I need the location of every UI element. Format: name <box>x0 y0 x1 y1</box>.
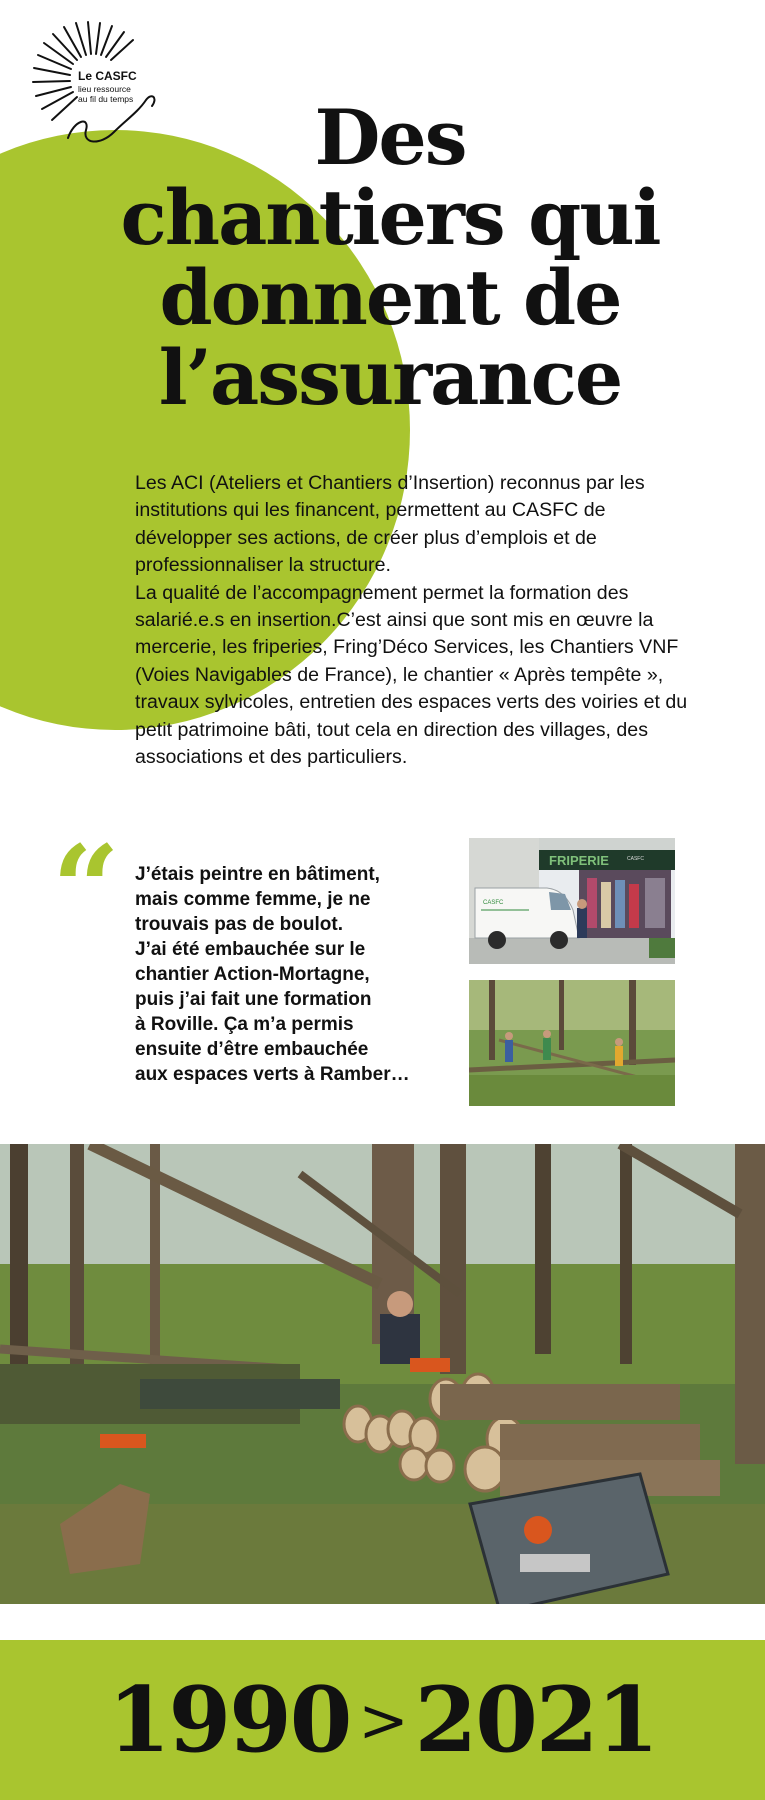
logo-subtitle-line1: lieu ressource <box>78 84 131 94</box>
logo-subtitle-line2: au fil du temps <box>78 94 134 104</box>
quote-line: J’étais peintre en bâtiment, <box>135 864 380 885</box>
title-line: Des <box>314 93 466 182</box>
quote-mark-icon: “ <box>52 819 120 958</box>
page-title <box>60 93 720 422</box>
quote-line: chantier Action-Mortagne, <box>135 964 370 985</box>
quote-line: puis j’ai fait une formation <box>135 989 372 1010</box>
title-line: donnent de <box>159 253 621 342</box>
title-line: l’assurance <box>158 333 622 422</box>
quote-line: mais comme femme, je ne <box>135 889 371 910</box>
friperie-shop-photo <box>469 838 675 964</box>
years-range <box>0 1667 765 1779</box>
year-end: 2021 <box>414 1667 658 1773</box>
quote-line: ensuite d’être embauchée <box>135 1039 369 1060</box>
logging-scene-photo <box>0 1144 765 1622</box>
logo-title: Le CASFC <box>78 69 137 83</box>
quote-line: trouvais pas de boulot. <box>135 914 343 935</box>
body-paragraph: Les ACI (Ateliers et Chantiers d’Insertion) reconnus par les institutions qui les financent, permettent au CASFC de développer ses actions, de créer plus d’emplois et de professionnaliser la structure. <box>135 472 645 577</box>
shop-sign-small-text: CASFC <box>627 856 644 862</box>
quote-line: à Roville. Ça m’a permis <box>135 1014 354 1035</box>
forest-workers-photo <box>469 980 675 1106</box>
shop-sign-text: FRIPERIE <box>549 853 609 868</box>
year-start: 1990 <box>107 1667 351 1773</box>
year-separator: > <box>358 1686 407 1756</box>
title-line: chantiers qui <box>120 173 660 262</box>
van-text: CASFC <box>483 900 504 906</box>
body-text <box>135 470 695 771</box>
testimonial-quote <box>135 862 455 1087</box>
quote-line: aux espaces verts à Ramber… <box>135 1064 410 1085</box>
body-paragraph: La qualité de l’accompagnement permet la formation des salarié.e.s en insertion.C’est ainsi que sont mis en œuvre la mercerie, les friperies, Fring’Déco Services, les Chantiers VNF (Voies Navigables de France), le chantier « Après tempête », travaux sylvicoles, entretien des espaces verts des voiries et du petit patrimoine bâti, tout cela en direction des villages, des associations et des particuliers. <box>135 581 688 769</box>
quote-line: J’ai été embauchée sur le <box>135 939 366 960</box>
